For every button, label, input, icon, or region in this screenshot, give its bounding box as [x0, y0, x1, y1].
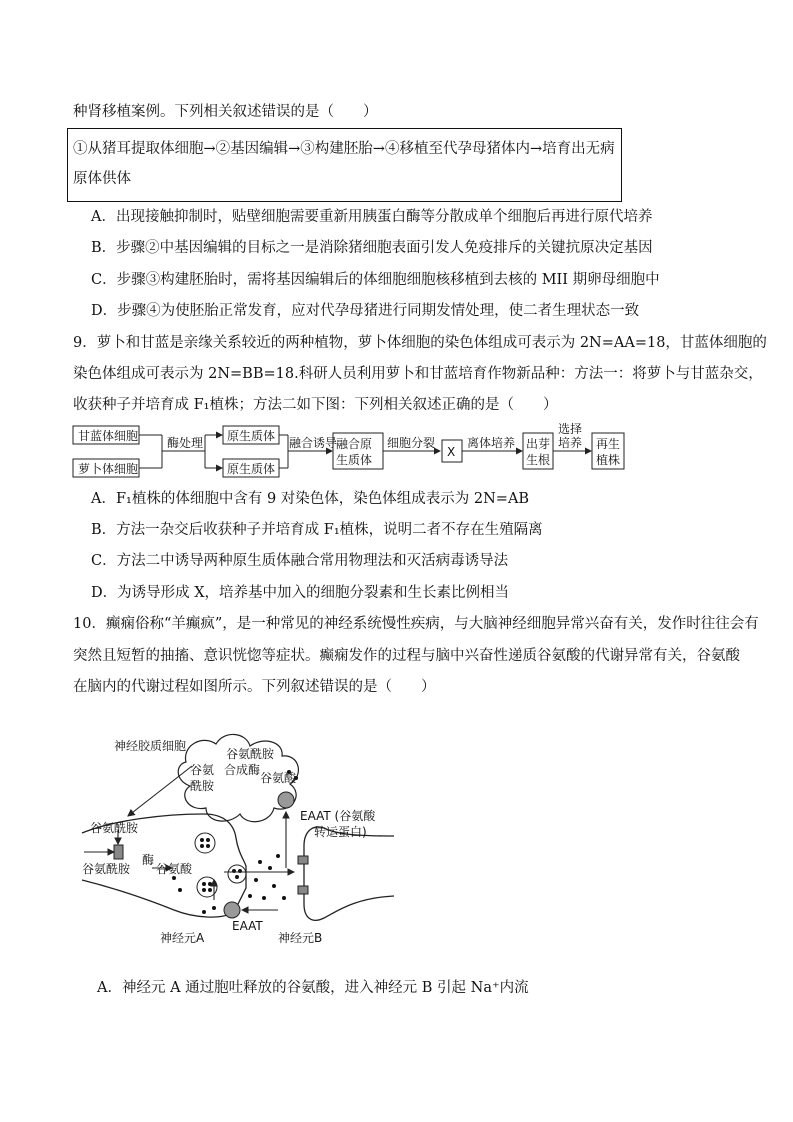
root-label: 生根 [526, 453, 551, 467]
glutamine-transporter [114, 845, 123, 859]
fusion-induction-label: 融合诱导 [289, 436, 338, 450]
protoplast-label-2: 原生质体 [227, 462, 276, 476]
fused-protoplast-label-1: 融合原 [336, 437, 373, 451]
glutamine-in-glia-label-2: 酰胺 [190, 779, 215, 793]
q10-stem-2: 突然且短暂的抽搐、意识恍惚等症状。癫痫发作的过程与脑中兴奋性递质谷氨酸的代谢异常有关，谷氨酸 [73, 648, 740, 664]
in-vitro-culture-label: 离体培养 [467, 436, 516, 450]
q8-option-b: B．步骤②中基因编辑的目标之一是消除猪细胞表面引发人免疫排斥的关键抗原决定基因 [91, 240, 653, 256]
q8-option-a: A．出现接触抑制时，贴壁细胞需要重新用胰蛋白酶等分散成单个细胞后再进行原代培养 [91, 209, 653, 225]
glutamine-synthetase-label-2: 合成酶 [224, 763, 261, 777]
q9-option-d: D．为诱导形成 X，培养基中加入的细胞分裂素和生长素比例相当 [91, 585, 510, 601]
q8-box-line2: 原体供体 [73, 171, 131, 187]
q8-box-line1: ①从猪耳提取体细胞→②基因编辑→③构建胚胎→④移植至代孕母猪体内→培育出无病 [73, 141, 615, 157]
neuron-b-label: 神经元B [278, 931, 323, 945]
radish-cell-label: 萝卜体细胞 [78, 462, 139, 476]
eaat-annotation-1: EAAT (谷氨酸 [300, 809, 376, 823]
glutamate-glia-label: 谷氨酸 [260, 771, 297, 785]
q9-stem-1: 9．萝卜和甘蓝是亲缘关系较近的两种植物，萝卜体细胞的染色体组成可表示为 2N=AA=18，甘蓝体细胞的 [73, 335, 767, 351]
q9-option-a: A．F₁植株的体细胞中含有 9 对染色体，染色体组成表示为 2N=AB [91, 491, 530, 507]
x-label: X [447, 445, 456, 459]
receptor-1 [298, 856, 308, 864]
selection-label: 选择 [558, 422, 583, 436]
cell-division-label: 细胞分裂 [387, 436, 436, 450]
q9-flow-diagram [70, 420, 630, 482]
q10-glutamate-diagram [74, 728, 414, 950]
glutamine-synthetase-label-1: 谷氨酰胺 [226, 747, 275, 761]
q9-option-b: B．方法一杂交后收获种子并培育成 F₁植株，说明二者不存在生殖隔离 [91, 522, 543, 538]
vesicle-1 [195, 833, 215, 853]
enzyme-treatment-label: 酶处理 [167, 436, 204, 450]
q9-stem-2: 染色体组成可表示为 2N=BB=18.科研人员利用萝卜和甘蓝培育作物新品种：方法一：将萝卜与甘蓝杂交， [73, 366, 763, 382]
glutamate-neuron-a-label: 谷氨酸 [156, 862, 193, 876]
eaat-glial-icon [278, 792, 294, 808]
q10-option-a: A．神经元 A 通过胞吐释放的谷氨酸，进入神经元 B 引起 Na⁺内流 [97, 980, 529, 996]
q8-intro: 种肾移植案例。下列相关叙述错误的是（ ） [73, 104, 378, 120]
glutamine-enter-label: 谷氨酰胺 [82, 862, 131, 876]
regenerate-label: 再生 [596, 437, 621, 451]
q9-option-c: C．方法二中诱导两种原生质体融合常用物理法和灭活病毒诱导法 [91, 553, 509, 569]
q8-option-d: D．步骤④为使胚胎正常发育，应对代孕母猪进行同期发情处理，使二者生理状态一致 [91, 303, 640, 319]
q9-stem-3: 收获种子并培育成 F₁植株；方法二如下图：下列相关叙述正确的是（ ） [73, 397, 558, 413]
receptor-2 [298, 886, 308, 894]
q10-stem-3: 在脑内的代谢过程如图所示。下列叙述错误的是（ ） [73, 679, 436, 695]
eaat-neuron-a-label: EAAT [232, 919, 263, 933]
protoplast-label-1: 原生质体 [227, 429, 276, 443]
sprout-label: 出芽 [526, 437, 551, 451]
glial-cell-label: 神经胶质细胞 [114, 739, 187, 753]
fused-protoplast-label-2: 生质体 [336, 453, 373, 467]
glutamine-in-glia-label-1: 谷氨 [190, 763, 215, 777]
plant-label: 植株 [596, 453, 621, 467]
eaat-annotation-2: 转运蛋白) [314, 825, 367, 839]
cabbage-cell-label: 甘蓝体细胞 [78, 429, 139, 443]
neuron-a-label: 神经元A [160, 931, 205, 945]
eaat-neuron-a-icon [224, 902, 240, 918]
glutamine-out-label: 谷氨酰胺 [90, 821, 139, 835]
q10-stem-1: 10．癫痫俗称“羊癫疯”，是一种常见的神经系统慢性疾病，与大脑神经细胞异常兴奋有关，发作时往往会有 [73, 616, 759, 632]
q8-option-c: C．步骤③构建胚胎时，需将基因编辑后的体细胞细胞核移植到去核的 MII 期卵母细胞中 [91, 272, 660, 288]
culture-label: 培养 [558, 436, 583, 450]
vesicle-3 [228, 865, 246, 883]
neuron-b-outline [304, 827, 394, 920]
q8-steps-box [67, 128, 622, 202]
enzyme-label: 酶 [142, 853, 155, 867]
